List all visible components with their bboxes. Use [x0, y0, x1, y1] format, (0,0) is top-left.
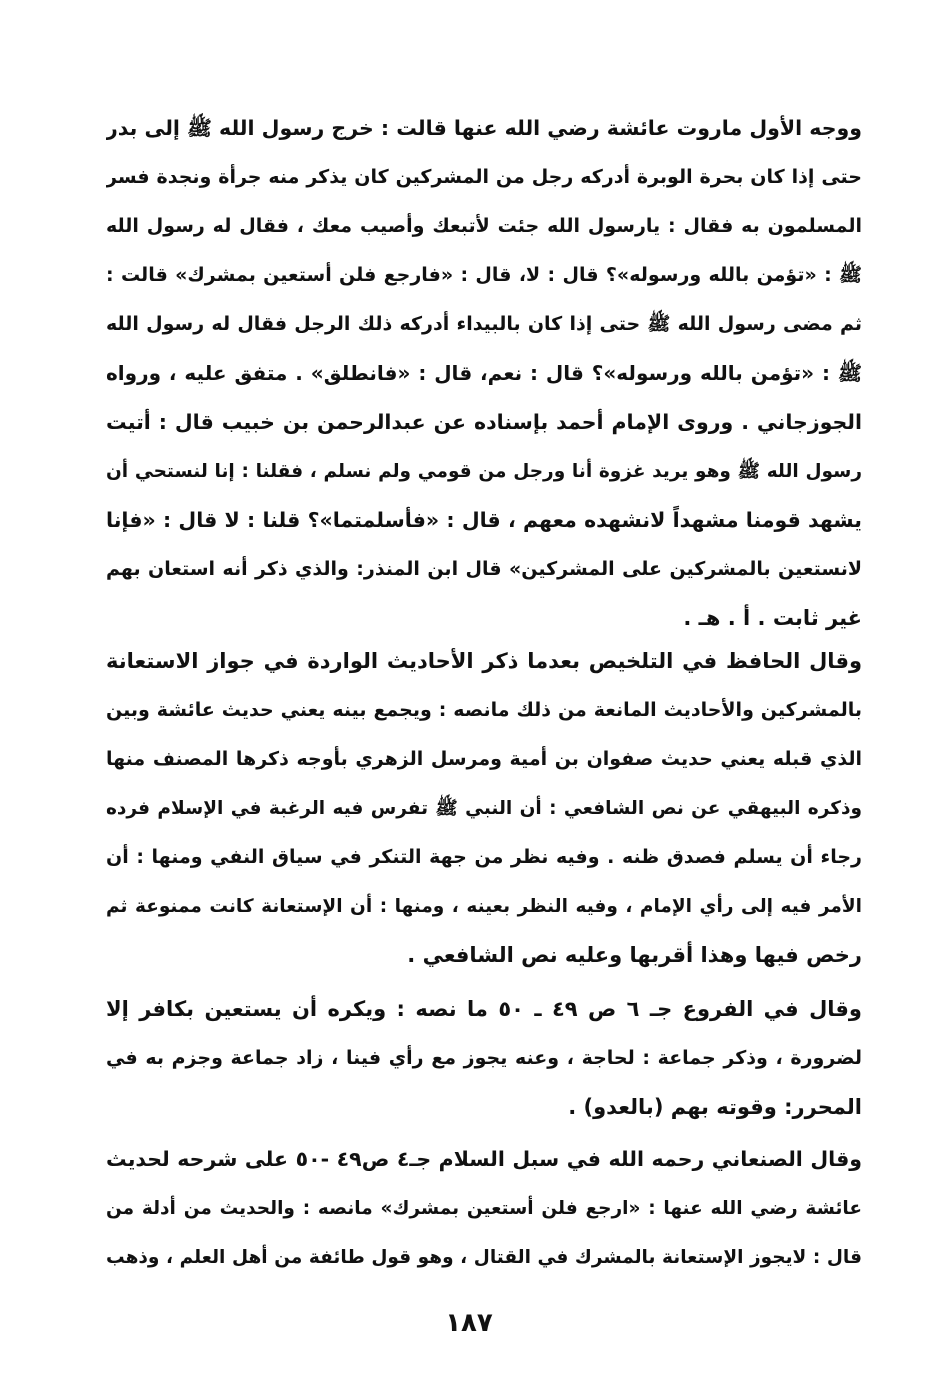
text-line: غير ثابت . أ . هـ . [683, 606, 862, 630]
paragraph-4 [106, 1135, 862, 1282]
text-line: ووجه الأول ماروت عائشة رضي الله عنها قالت : خرج رسول الله ﷺ إلى بدر [106, 116, 862, 140]
text-line: لضرورة ، وذكر جماعة : لحاجة ، وعنه يجوز مع رأي فينا ، زاد جماعة وجزم به في [106, 1047, 862, 1069]
text-line: قال : لايجوز الإستعانة بالمشرك في القتال ، وهو قول طائفة من أهل العلم ، وذهب [106, 1247, 862, 1268]
paragraph-2 [106, 637, 862, 980]
text-line: وقال الحافظ في التلخيص بعدما ذكر الأحاديث الواردة في جواز الاستعانة [106, 649, 862, 673]
text-line: الذي قبله يعني حديث صفوان بن أمية ومرسل الزهري بأوجه ذكرها المصنف منها [106, 748, 862, 770]
text-line: يشهد قومنا مشهداً لانشهده معهم ، قال : «فأسلمتما»؟ قلنا : لا قال : «فإنا [106, 508, 862, 532]
text-line: الأمر فيه إلى رأي الإمام ، وفيه النظر بعينه ، ومنها : أن الإستعانة كانت ممنوعة ثم [106, 896, 862, 917]
text-line: وقال في الفروع جـ ٦ ص ٤٩ ـ ٥٠ ما نصه : ويكره أن يستعين بكافر إلا [106, 997, 862, 1021]
text-line: وقال الصنعاني رحمه الله في سبل السلام جـ٤ ص٤٩ -٥٠ على شرحه لحديث [106, 1147, 862, 1171]
text-line: الجوزجاني . وروى الإمام أحمد بإسناده عن عبدالرحمن بن خبيب قال : أتيت [106, 410, 862, 434]
text-line: ثم مضى رسول الله ﷺ حتى إذا كان بالبيداء أدركه ذلك الرجل فقال له رسول الله [106, 313, 862, 335]
paragraph-1 [106, 104, 862, 643]
text-line: المسلمون به فقال : يارسول الله جئت لأتبعك وأصيب معك ، فقال له رسول الله [106, 215, 862, 237]
text-line: وذكره البيهقي عن نص الشافعي : أن النبي ﷺ تفرس فيه الرغبة في الإسلام فرده [106, 798, 862, 819]
text-line: رجاء أن يسلم فصدق ظنه . وفيه نظر من جهة التنكر في سياق النفي ومنها : أن [106, 846, 862, 868]
text-line: ﷺ : «تؤمن بالله ورسوله»؟ قال : نعم، قال : «فانطلق» . متفق عليه ، ورواه [106, 361, 862, 385]
paragraph-3 [106, 985, 862, 1132]
text-line: عائشة رضي الله عنها : «ارجع فلن أستعين بمشرك» مانصه : والحديث من أدلة من [106, 1198, 862, 1219]
text-line: حتى إذا كان بحرة الوبرة أدركه رجل من المشركين كان يذكر منه جرأة ونجدة فسر [106, 166, 862, 188]
text-line: رسول الله ﷺ وهو يريد غزوة أنا ورجل من قومي ولم نسلم ، فقلنا : إنا لنستحي أن [106, 461, 862, 482]
page-number: ١٨٧ [445, 1308, 493, 1338]
text-line: المحرر: وقوته بهم (بالعدو) . [568, 1095, 862, 1119]
text-line: رخص فيها وهذا أقربها وعليه نص الشافعي . [407, 943, 862, 967]
text-line: ﷺ : «تؤمن بالله ورسوله»؟ قال : لا، قال : «فارجع فلن أستعين بمشرك» قالت : [106, 264, 862, 286]
text-line: لانستعين بالمشركين على المشركين» قال ابن المنذر: والذي ذكر أنه استعان بهم [106, 558, 862, 580]
text-line: بالمشركين والأحاديث المانعة من ذلك مانصه : ويجمع بينه يعني حديث عائشة وبين [106, 699, 862, 721]
